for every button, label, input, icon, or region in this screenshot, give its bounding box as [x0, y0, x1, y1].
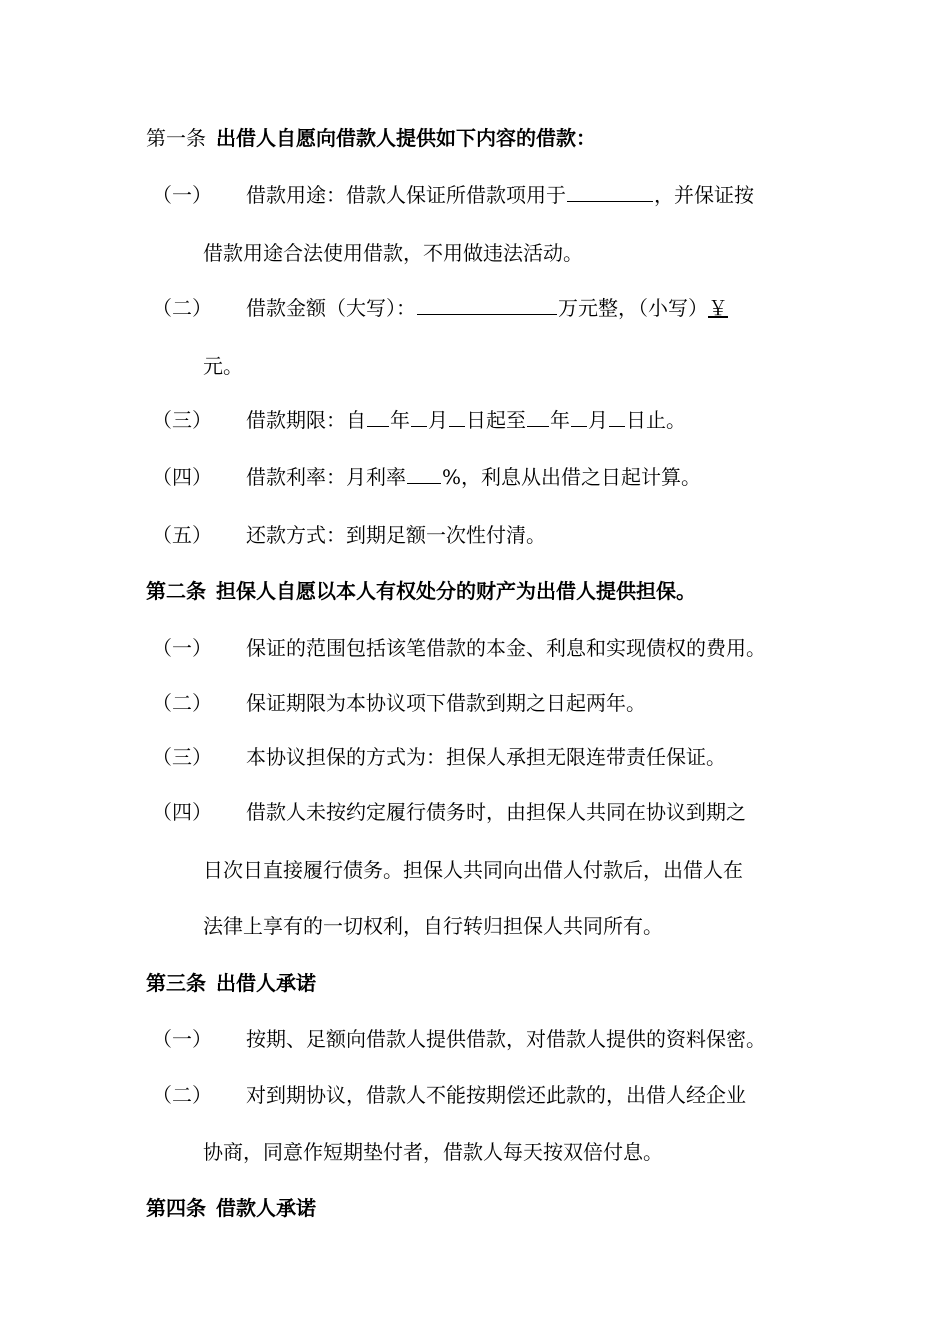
article-1-item-5-text: 还款方式：到期足额一次性付清。	[246, 523, 546, 547]
article-1-item-5-number: （五）	[152, 523, 212, 547]
article-3-title: 出借人承诺	[216, 971, 316, 995]
article-2-title: 担保人自愿以本人有权处分的财产为出借人提供担保。	[216, 579, 696, 603]
article-1-item-4-number: （四）	[152, 465, 212, 489]
article-2-item-4-text: 借款人未按约定履行债务时，由担保人共同在协议到期之	[246, 800, 746, 824]
article-1-item-3-text: 借款期限：自 年 月 日起至 年 月 日止。	[246, 408, 686, 432]
article-1-item-2-number: （二）	[152, 296, 212, 320]
article-2-item-4-continuation-1: 日次日直接履行债务。担保人共同向出借人付款后，出借人在	[203, 858, 743, 882]
interest-rate-blank	[407, 463, 441, 484]
end-month-blank	[571, 406, 587, 427]
yen-symbol: ￥	[708, 296, 728, 320]
article-4-label: 第四条	[146, 1196, 206, 1220]
article-2-item-2-number: （二）	[152, 691, 212, 715]
article-3-item-1-number: （一）	[152, 1027, 212, 1051]
article-2-item-4-number: （四）	[152, 800, 212, 824]
article-2-item-3-number: （三）	[152, 745, 212, 769]
article-1-title: 出借人自愿向借款人提供如下内容的借款：	[216, 126, 596, 150]
article-2-item-2-text: 保证期限为本协议项下借款到期之日起两年。	[246, 691, 646, 715]
article-3-item-2-continuation: 协商，同意作短期垫付者，借款人每天按双倍付息。	[203, 1140, 663, 1164]
article-1-item-4-text: 借款利率：月利率 %，利息从出借之日起计算。	[246, 465, 702, 489]
article-3-label: 第三条	[146, 971, 206, 995]
end-year-blank	[527, 406, 549, 427]
start-year-blank	[367, 406, 389, 427]
article-2-item-4-continuation-2: 法律上享有的一切权利，自行转归担保人共同所有。	[203, 914, 663, 938]
article-3-heading	[146, 969, 316, 997]
purpose-blank	[567, 181, 653, 202]
start-day-blank	[449, 406, 465, 427]
article-1-heading	[146, 124, 596, 152]
end-day-blank	[609, 406, 625, 427]
article-1-item-2-text: 借款金额（大写）： 万元整，（小写）￥	[246, 296, 728, 320]
article-3-item-2-number: （二）	[152, 1083, 212, 1107]
article-1-item-1-number: （一）	[152, 183, 212, 207]
amount-uppercase-blank	[417, 294, 557, 315]
article-2-label: 第二条	[146, 579, 206, 603]
article-1-label: 第一条	[146, 126, 206, 150]
article-3-item-2-text: 对到期协议，借款人不能按期偿还此款的，出借人经企业	[246, 1083, 746, 1107]
article-1-item-2-continuation: 元。	[203, 354, 243, 378]
article-2-item-3-text: 本协议担保的方式为：担保人承担无限连带责任保证。	[246, 745, 726, 769]
article-1-item-1-continuation: 借款用途合法使用借款，不用做违法活动。	[203, 241, 583, 265]
article-1-item-1-text: 借款用途：借款人保证所借款项用于 ，并保证按	[246, 183, 754, 207]
article-2-item-1-text: 保证的范围包括该笔借款的本金、利息和实现债权的费用。	[246, 636, 766, 660]
start-month-blank	[411, 406, 427, 427]
article-3-item-1-text: 按期、足额向借款人提供借款，对借款人提供的资料保密。	[246, 1027, 766, 1051]
article-2-heading	[146, 577, 696, 605]
article-2-item-1-number: （一）	[152, 636, 212, 660]
article-4-heading	[146, 1194, 316, 1222]
article-4-title: 借款人承诺	[216, 1196, 316, 1220]
article-1-item-3-number: （三）	[152, 408, 212, 432]
